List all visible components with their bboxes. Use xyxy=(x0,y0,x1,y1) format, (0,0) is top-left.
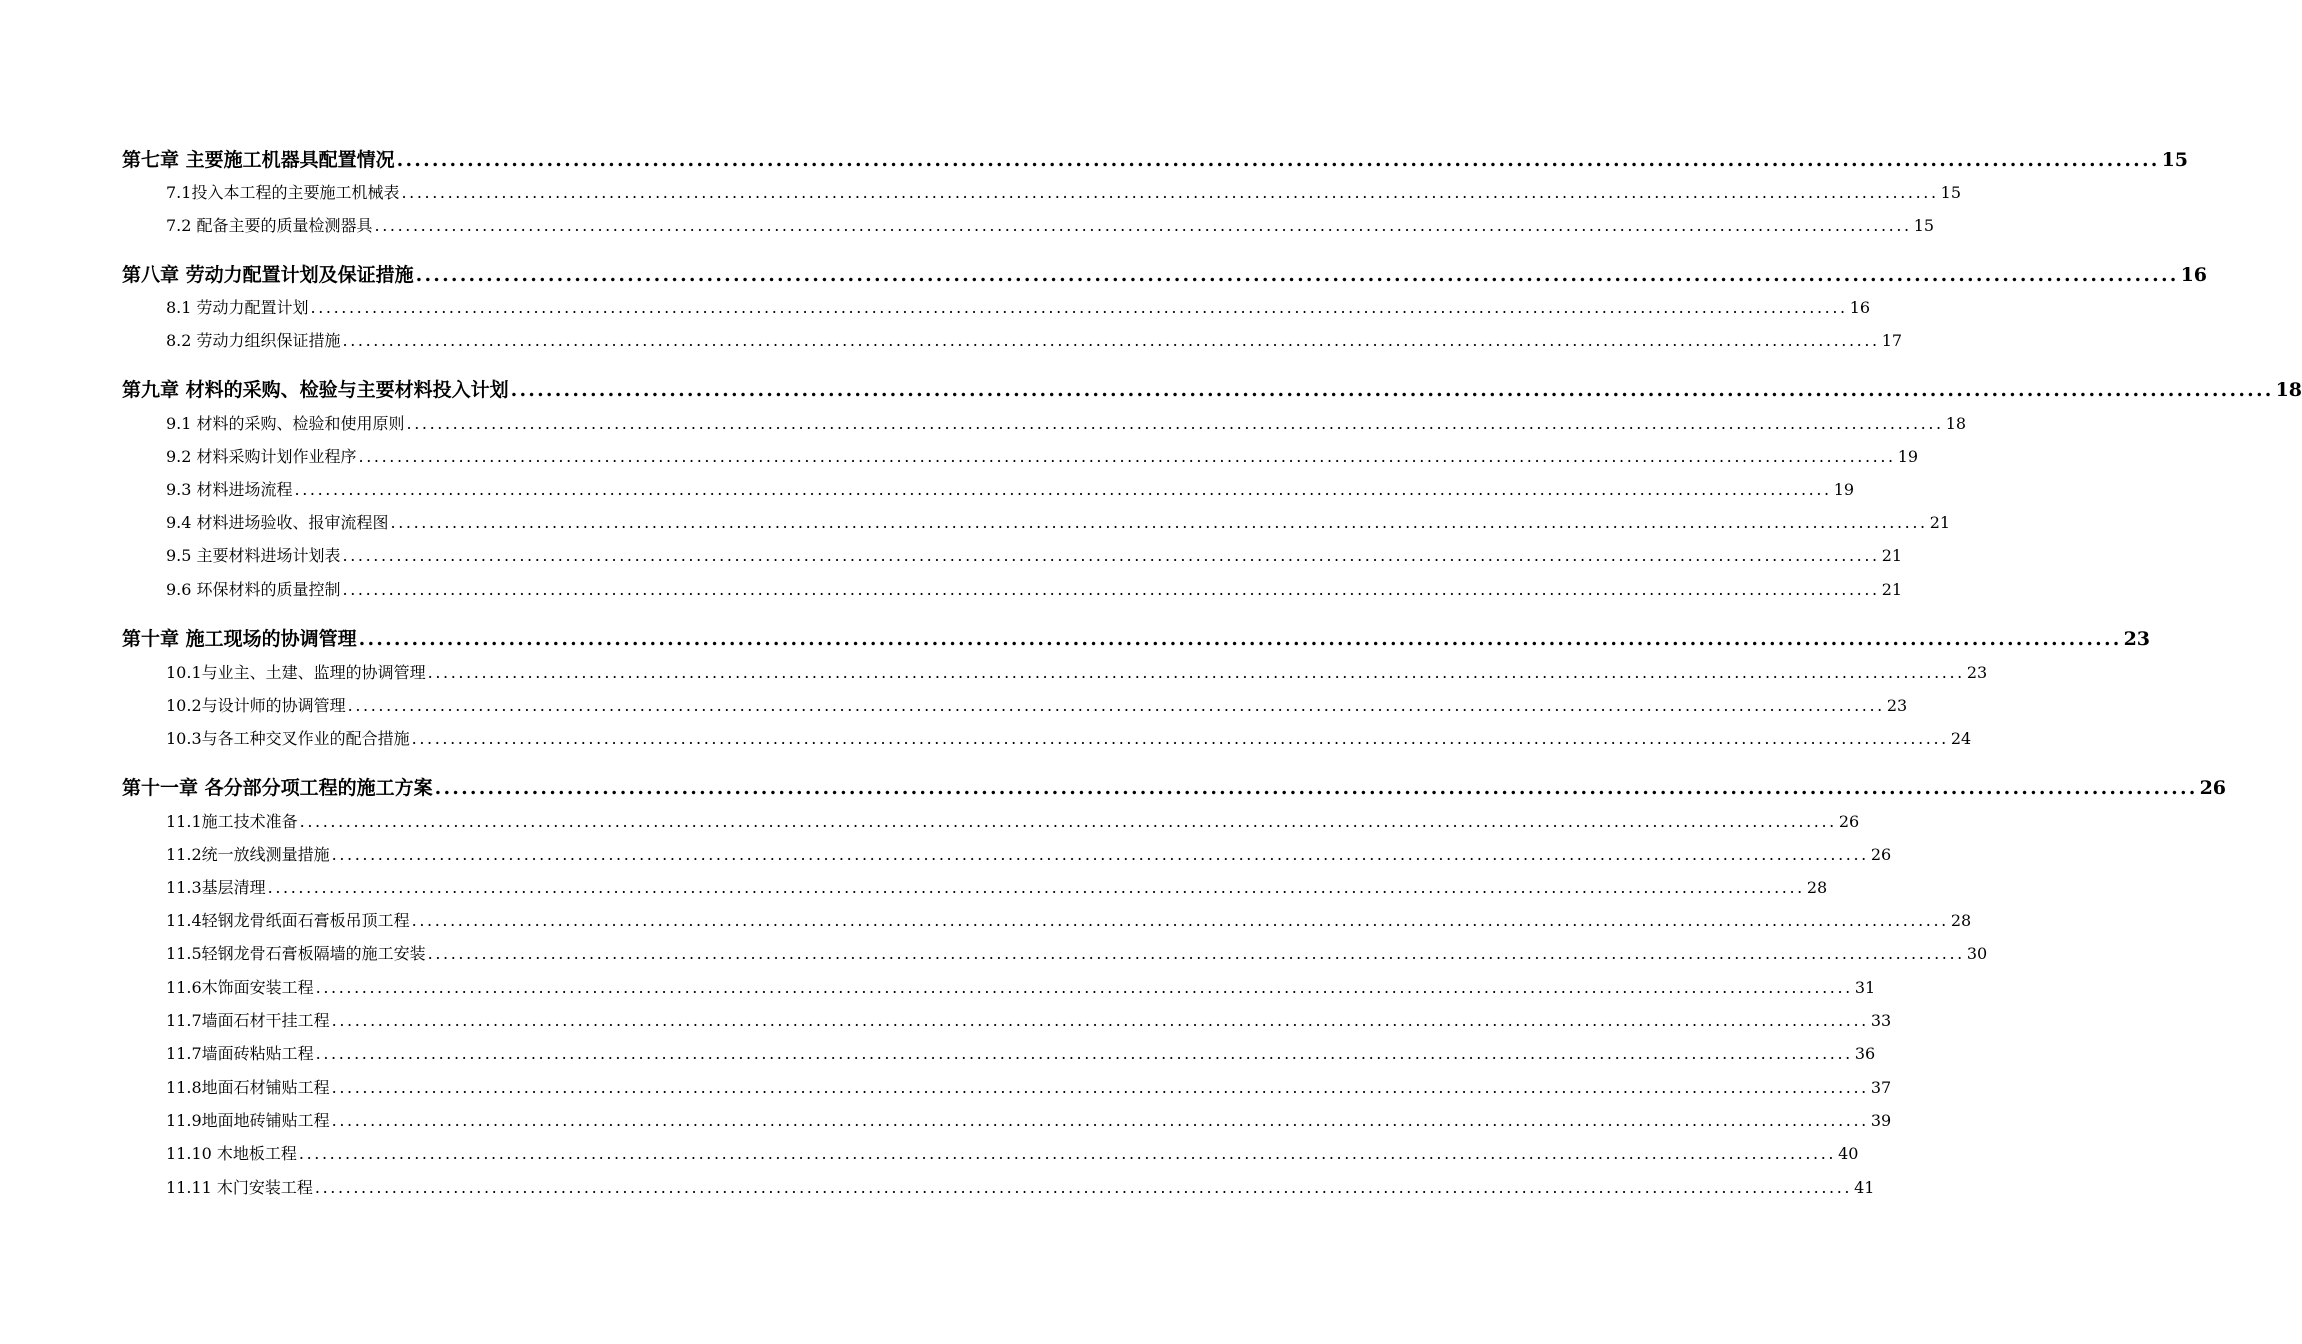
toc-dot-leader: ........................................................................................................................................................................................................ xyxy=(358,628,2122,650)
toc-page-number: 39 xyxy=(1870,1111,1892,1130)
toc-dot-leader: ........................................................................................................................................................................................................ xyxy=(342,546,1880,565)
toc-section-entry[interactable] xyxy=(122,1041,1876,1071)
toc-section-entry[interactable] xyxy=(122,1008,1892,1038)
toc-entry-title: 11.4轻钢龙骨纸面石膏板吊顶工程 xyxy=(166,911,410,930)
toc-dot-leader: ........................................................................................................................................................................................................ xyxy=(310,298,1848,317)
toc-entry-title: 11.10 木地板工程 xyxy=(166,1144,297,1163)
toc-dot-leader: ........................................................................................................................................................................................................ xyxy=(396,149,2160,171)
toc-entry-title: 11.8地面石材铺贴工程 xyxy=(166,1078,330,1097)
toc-page-number: 15 xyxy=(1940,183,1961,202)
toc-dot-leader: ........................................................................................................................................................................................................ xyxy=(331,1078,1869,1097)
toc-section-entry[interactable] xyxy=(122,726,1972,756)
toc-entry-title: 9.3 材料进场流程 xyxy=(166,480,293,499)
toc-entry-title: 第九章 材料的采购、检验与主要材料投入计划 xyxy=(122,379,509,401)
toc-dot-leader: ........................................................................................................................................................................................................ xyxy=(427,944,1965,963)
toc-section-entry[interactable] xyxy=(122,875,1828,905)
toc-dot-leader: ........................................................................................................................................................................................................ xyxy=(331,1111,1869,1130)
toc-chapter-entry[interactable] xyxy=(122,624,2151,654)
toc-dot-leader: ........................................................................................................................................................................................................ xyxy=(415,264,2179,286)
toc-entry-title: 第八章 劳动力配置计划及保证措施 xyxy=(122,264,414,286)
toc-page-number: 41 xyxy=(1854,1178,1875,1197)
toc-dot-leader: ........................................................................................................................................................................................................ xyxy=(411,911,1949,930)
toc-page-number: 16 xyxy=(2180,264,2208,286)
toc-section-entry[interactable] xyxy=(122,809,1860,839)
toc-section-entry[interactable] xyxy=(122,295,1871,325)
toc-page-number: 18 xyxy=(1945,414,1967,433)
toc-section-entry[interactable] xyxy=(122,510,1951,540)
toc-page-number: 19 xyxy=(1833,480,1855,499)
toc-dot-leader: ........................................................................................................................................................................................................ xyxy=(390,513,1928,532)
toc-section-entry[interactable] xyxy=(122,213,1935,243)
toc-entry-title: 10.1与业主、土建、监理的协调管理 xyxy=(166,663,426,682)
toc-dot-leader: ........................................................................................................................................................................................................ xyxy=(314,1178,1853,1197)
toc-dot-leader: ........................................................................................................................................................................................................ xyxy=(374,216,1912,235)
toc-entry-title: 9.1 材料的采购、检验和使用原则 xyxy=(166,414,405,433)
toc-dot-leader: ........................................................................................................................................................................................................ xyxy=(347,696,1885,715)
toc-dot-leader: ........................................................................................................................................................................................................ xyxy=(342,580,1880,599)
toc-entry-title: 9.5 主要材料进场计划表 xyxy=(166,546,341,565)
toc-section-entry[interactable] xyxy=(122,842,1892,872)
toc-entry-title: 9.2 材料采购计划作业程序 xyxy=(166,447,357,466)
toc-page-number: 33 xyxy=(1870,1011,1892,1030)
toc-section-entry[interactable] xyxy=(122,941,1988,971)
toc-page-number: 15 xyxy=(2161,149,2189,171)
toc-section-entry[interactable] xyxy=(122,1108,1892,1138)
toc-dot-leader: ........................................................................................................................................................................................................ xyxy=(267,878,1805,897)
toc-dot-leader: ........................................................................................................................................................................................................ xyxy=(298,1144,1837,1163)
toc-page-number: 17 xyxy=(1881,331,1903,350)
toc-entry-title: 第十章 施工现场的协调管理 xyxy=(122,628,357,650)
toc-section-entry[interactable] xyxy=(122,1175,1875,1205)
toc-entry-title: 11.7墙面石材干挂工程 xyxy=(166,1011,330,1030)
toc-page-number: 37 xyxy=(1870,1078,1892,1097)
toc-dot-leader: ........................................................................................................................................................................................................ xyxy=(358,447,1896,466)
toc-page-number: 26 xyxy=(1870,845,1892,864)
toc-page-number: 23 xyxy=(1966,663,1988,682)
toc-section-entry[interactable] xyxy=(122,328,1903,358)
toc-entry-title: 8.1 劳动力配置计划 xyxy=(166,298,309,317)
toc-chapter-entry[interactable] xyxy=(122,260,2208,290)
toc-entry-title: 9.6 环保材料的质量控制 xyxy=(166,580,341,599)
toc-page-number: 26 xyxy=(1838,812,1860,831)
toc-entry-title: 11.9地面地砖铺贴工程 xyxy=(166,1111,330,1130)
toc-entry-title: 11.3基层清理 xyxy=(166,878,266,897)
toc-entry-title: 第七章 主要施工机器具配置情况 xyxy=(122,149,395,171)
toc-page-number: 26 xyxy=(2199,777,2227,799)
toc-section-entry[interactable] xyxy=(122,1141,1859,1171)
toc-page-number: 21 xyxy=(1929,513,1951,532)
toc-dot-leader: ........................................................................................................................................................................................................ xyxy=(315,1044,1853,1063)
toc-section-entry[interactable] xyxy=(122,975,1876,1005)
toc-page-number: 28 xyxy=(1806,878,1828,897)
toc-dot-leader: ........................................................................................................................................................................................................ xyxy=(411,729,1949,748)
toc-dot-leader: ........................................................................................................................................................................................................ xyxy=(401,183,1939,202)
toc-dot-leader: ........................................................................................................................................................................................................ xyxy=(427,663,1965,682)
toc-section-entry[interactable] xyxy=(122,908,1972,938)
toc-entry-title: 8.2 劳动力组织保证措施 xyxy=(166,331,341,350)
toc-dot-leader: ........................................................................................................................................................................................................ xyxy=(331,1011,1869,1030)
toc-dot-leader: ........................................................................................................................................................................................................ xyxy=(510,379,2274,401)
toc-section-entry[interactable] xyxy=(122,411,1967,441)
toc-page-number: 23 xyxy=(2123,628,2151,650)
toc-chapter-entry[interactable] xyxy=(122,145,2189,175)
toc-page-number: 28 xyxy=(1950,911,1972,930)
toc-section-entry[interactable] xyxy=(122,1075,1892,1105)
toc-entry-title: 10.2与设计师的协调管理 xyxy=(166,696,346,715)
toc-section-entry[interactable] xyxy=(122,180,1961,210)
toc-entry-title: 11.7墙面砖粘贴工程 xyxy=(166,1044,314,1063)
toc-section-entry[interactable] xyxy=(122,693,1908,723)
toc-entry-title: 11.2统一放线测量措施 xyxy=(166,845,330,864)
toc-entry-title: 11.6木饰面安装工程 xyxy=(166,978,314,997)
toc-section-entry[interactable] xyxy=(122,477,1855,507)
toc-dot-leader: ........................................................................................................................................................................................................ xyxy=(299,812,1837,831)
toc-page-number: 19 xyxy=(1897,447,1919,466)
toc-page-number: 21 xyxy=(1881,580,1903,599)
toc-page-number: 16 xyxy=(1849,298,1871,317)
toc-chapter-entry[interactable] xyxy=(122,773,2227,803)
toc-dot-leader: ........................................................................................................................................................................................................ xyxy=(294,480,1832,499)
toc-dot-leader: ........................................................................................................................................................................................................ xyxy=(342,331,1880,350)
toc-dot-leader: ........................................................................................................................................................................................................ xyxy=(434,777,2198,799)
toc-page-number: 40 xyxy=(1838,1144,1859,1163)
toc-section-entry[interactable] xyxy=(122,444,1919,474)
toc-page-number: 21 xyxy=(1881,546,1903,565)
toc-page-number: 30 xyxy=(1966,944,1988,963)
toc-entry-title: 7.1投入本工程的主要施工机械表 xyxy=(166,183,400,202)
toc-entry-title: 9.4 材料进场验收、报审流程图 xyxy=(166,513,389,532)
toc-entry-title: 第十一章 各分部分项工程的施工方案 xyxy=(122,777,433,799)
toc-page-number: 15 xyxy=(1913,216,1935,235)
toc-page-number: 23 xyxy=(1886,696,1908,715)
toc-dot-leader: ........................................................................................................................................................................................................ xyxy=(406,414,1944,433)
toc-entry-title: 11.5轻钢龙骨石膏板隔墙的施工安装 xyxy=(166,944,426,963)
toc-dot-leader: ........................................................................................................................................................................................................ xyxy=(331,845,1869,864)
toc-entry-title: 11.1施工技术准备 xyxy=(166,812,298,831)
toc-page-number: 31 xyxy=(1854,978,1876,997)
toc-entry-title: 7.2 配备主要的质量检测器具 xyxy=(166,216,373,235)
toc-section-entry[interactable] xyxy=(122,543,1903,573)
toc-page-number: 36 xyxy=(1854,1044,1876,1063)
toc-section-entry[interactable] xyxy=(122,660,1988,690)
toc-entry-title: 11.11 木门安装工程 xyxy=(166,1178,313,1197)
toc-page-number: 18 xyxy=(2275,379,2302,401)
toc-page-number: 24 xyxy=(1950,729,1972,748)
toc-entry-title: 10.3与各工种交叉作业的配合措施 xyxy=(166,729,410,748)
toc-chapter-entry[interactable] xyxy=(122,375,2302,405)
toc-dot-leader: ........................................................................................................................................................................................................ xyxy=(315,978,1853,997)
toc-section-entry[interactable] xyxy=(122,577,1903,607)
